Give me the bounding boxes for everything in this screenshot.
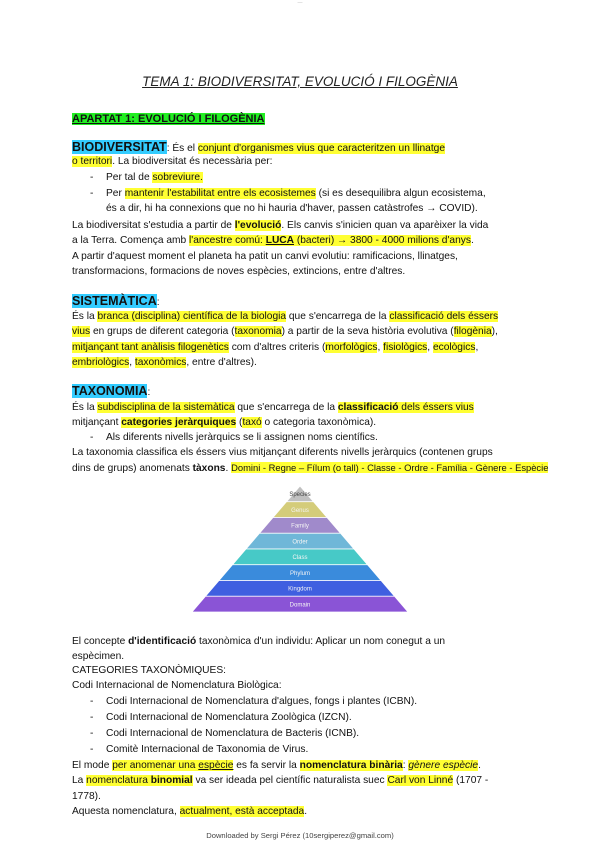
biodiversitat-para-1: La biodiversitat s'estudia a partir de l'evolució. Els canvis s'inicien quan va aparèixer la vida bbox=[72, 220, 489, 231]
sistematica-line-3: mitjançant tant anàlisis filogenètics com d'altres criteris (morfològics, fisiològics, ecològics, bbox=[72, 342, 479, 353]
bullet-dash: - bbox=[90, 188, 94, 199]
bullet-dash: - bbox=[90, 172, 94, 183]
biodiversitat-para-3: A partir d'aquest moment el planeta ha patit un canvi evolutiu: ramificacions, llinatges, bbox=[72, 251, 458, 262]
biodiversitat-line-2: o territori. La biodiversitat és necessària per: bbox=[72, 156, 273, 167]
codi-item-2: Codi Internacional de Nomenclatura Zoològica (IZCN). bbox=[106, 712, 352, 723]
taxonomia-line-1: És la subdisciplina de la sistemàtica que s'encarrega de la classificació dels éssers vius bbox=[72, 402, 474, 413]
taxonomia-heading: TAXONOMIA: bbox=[72, 384, 151, 398]
codi-item-3: Codi Internacional de Nomenclatura de Bacteris (ICNB). bbox=[106, 728, 360, 739]
page-title: TEMA 1: BIODIVERSITAT, EVOLUCIÓ I FILOGÈNIA bbox=[142, 74, 458, 89]
biodiversitat-line-1: BIODIVERSITAT: És el conjunt d'organismes vius que caracteritzen un llinatge bbox=[72, 140, 445, 154]
bullet-dash: - bbox=[90, 744, 94, 755]
section-heading: APARTAT 1: EVOLUCIÓ I FILOGÈNIA bbox=[72, 113, 265, 125]
linne-line-cont: 1778). bbox=[72, 791, 101, 802]
biodiversitat-para-2: a la Terra. Comença amb l'ancestre comú: LUCA (bacteri) → 3800 - 4000 milions d'anys. bbox=[72, 235, 474, 246]
identificacio-line-1: El concepte d'identificació taxonòmica d'un individu: Aplicar un nom conegut a un bbox=[72, 636, 446, 647]
download-footer: Downloaded by Sergi Pérez (10sergiperez@gmail.com) bbox=[206, 831, 394, 840]
bullet-dash: - bbox=[90, 432, 94, 443]
bullet-dash: - bbox=[90, 728, 94, 739]
biodiversitat-para-4: transformacions, formacions de noves espècies, extincions, entre d'altres. bbox=[72, 266, 406, 277]
biodiversitat-bullet-2: Per mantenir l'estabilitat entre els ecosistemes (si es desequilibra algun ecosistema, bbox=[106, 188, 486, 199]
sistematica-heading: SISTEMÀTICA: bbox=[72, 294, 160, 308]
pyramid-label-phylum: Phylum bbox=[289, 570, 311, 577]
pyramid-label-genus: Genus bbox=[291, 507, 309, 514]
taxonomia-line-3: La taxonomia classifica els éssers vius mitjançant diferents nivells jeràrquics (contenen grups bbox=[72, 447, 493, 458]
mode-line: El mode per anomenar una espècie es fa servir la nomenclatura binària: gènere espècie. bbox=[72, 760, 481, 771]
taxonomy-pyramid bbox=[192, 486, 408, 612]
codi-item-1: Codi Internacional de Nomenclatura d'algues, fongs i plantes (ICBN). bbox=[106, 696, 418, 707]
pyramid-label-family: Family bbox=[291, 523, 309, 530]
biodiversitat-bullet-2-cont: és a dir, hi ha connexions que no hi hauria d'haver, passen catàstrofes → COVID). bbox=[106, 203, 478, 214]
taxonomia-line-2: mitjançant categories jeràrquiques (taxó o categoria taxonòmica). bbox=[72, 417, 377, 428]
taxonomia-line-4: dins de grups) anomenats tàxons. Domini - Regne – Fílum (o tall) - Classe - Ordre - Família - Gènere - Espècie bbox=[72, 462, 549, 474]
bullet-dash: - bbox=[90, 696, 94, 707]
sistematica-line-1: És la branca (disciplina) científica de la biologia que s'encarrega de la classificació dels éssers bbox=[72, 311, 499, 322]
identificacio-line-2: espècimen. bbox=[72, 651, 125, 662]
biodiversitat-bullet-1: Per tal de sobreviure. bbox=[106, 172, 203, 183]
pyramid-label-species: Species bbox=[289, 492, 311, 499]
sistematica-line-4: embriològics, taxonòmics, entre d'altres). bbox=[72, 357, 257, 368]
sistematica-line-2: vius en grups de diferent categoria (taxonomia) a partir de la seva història evolutiva (filogènia), bbox=[72, 326, 498, 337]
pyramid-label-domain: Domain bbox=[289, 602, 311, 609]
header-mark: — bbox=[297, 0, 303, 6]
codi-heading: Codi Internacional de Nomenclatura Biològica: bbox=[72, 680, 282, 691]
codi-item-4: Comitè Internacional de Taxonomia de Virus. bbox=[106, 744, 309, 755]
pyramid-label-kingdom: Kingdom bbox=[288, 586, 312, 593]
accepted-line: Aquesta nomenclatura, actualment, està acceptada. bbox=[72, 806, 308, 817]
linne-line: La nomenclatura binomial va ser ideada pel científic naturalista suec Carl von Linné (1707 - bbox=[72, 775, 489, 786]
pyramid-label-order: Order bbox=[292, 539, 308, 546]
taxonomia-bullet-1: Als diferents nivells jeràrquics se li assignen noms científics. bbox=[106, 432, 378, 443]
categories-heading: CATEGORIES TAXONÒMIQUES: bbox=[72, 665, 226, 676]
bullet-dash: - bbox=[90, 712, 94, 723]
pyramid-label-class: Class bbox=[292, 555, 308, 562]
